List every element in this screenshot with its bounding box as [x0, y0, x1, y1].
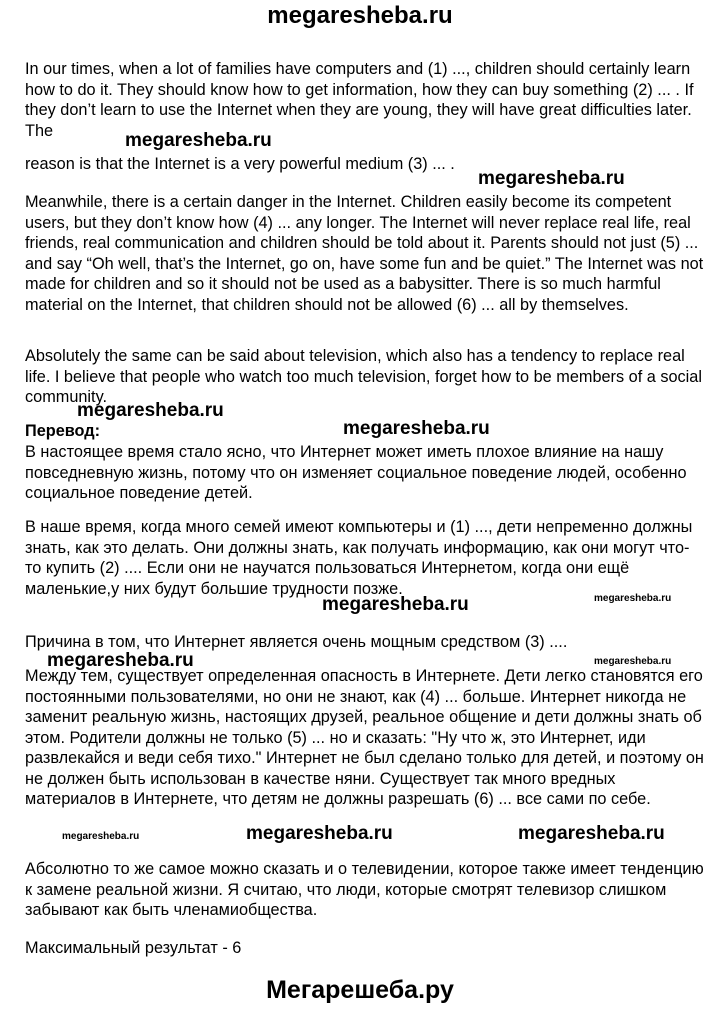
english-paragraph-2: reason is that the Internet is a very powerful medium (3) ... . [25, 155, 455, 173]
translation-paragraph-5: Абсолютно то же самое можно сказать и о телевидении, которое также имеет тенденцию к замене реальной жизни. Я считаю, что люди, которые смотрят телевизор слишком забывают как быть членамиобщества. [25, 860, 704, 919]
translation-paragraph-2: В наше время, когда много семей имеют компьютеры и (1) ..., дети непременно должны знать, как это делать. Они должны знать, как получать информацию, как они могут что-то купить (2) .... Если они не научатся пользоваться Интернетом, когда они ещё маленькие,у них будут большие трудности позже. [25, 518, 693, 598]
site-footer-title: Мегарешеба.ру [266, 976, 454, 1004]
watermark: megaresheba.ru [125, 130, 272, 151]
translation-paragraph-1: В настоящее время стало ясно, что Интернет может иметь плохое влияние на нашу повседневную жизнь, потому что он изменяет социальное поведение людей, особенно социальное поведение детей. [25, 443, 687, 502]
translation-paragraph-4: Между тем, существует определенная опасность в Интернете. Дети легко становятся его постоянными пользователями, но они не знают, как (4) ... больше. Интернет никогда не заменит реальную жизнь, настоящих друзей, реальное общение и дети должны знать об этом. Родители должны не только (5) ... но и сказать: "Ну что ж, это Интернет, иди развлекайся и веди себя тихо." Интернет не был сделано только для детей, и поэтому он не должен быть использован в качестве няни. Существует так много вредных материалов в Интернете, что детям не должны разрешать (6) ... все сами по себе. [25, 667, 704, 808]
translation-label: Перевод: [25, 422, 101, 440]
watermark: megaresheba.ru [62, 831, 140, 842]
english-paragraph-3: Meanwhile, there is a certain danger in the Internet. Children easily become its competent users, but they don’t know how (4) ... any longer. The Internet will never replace real life, real friends, real communication and children should be told about it. Parents should not just (5) ... and say “Oh well, that’s the Internet, go on, have some fun and be quiet.” The Internet was not made for children and so it should not be used as a babysitter. There is so much harmful material on the Internet, that children should not be allowed (6) ... all by themselves. [25, 193, 704, 314]
watermark: megaresheba.ru [322, 594, 469, 615]
watermark: megaresheba.ru [518, 823, 665, 844]
watermark: megaresheba.ru [343, 418, 490, 439]
translation-paragraph-3: Причина в том, что Интернет является очень мощным средством (3) .... [25, 633, 568, 651]
watermark: megaresheba.ru [594, 656, 672, 667]
watermark: megaresheba.ru [47, 650, 194, 671]
watermark: megaresheba.ru [246, 823, 393, 844]
watermark: megaresheba.ru [594, 593, 672, 604]
watermark: megaresheba.ru [77, 400, 224, 421]
english-paragraph-1: In our times, when a lot of families have computers and (1) ..., children should certainly learn how to do it. They should know how to get information, how they can buy something (2) ... . If they don’t learn to use the Internet when they are young, they will have great difficulties later. The [25, 60, 694, 140]
max-result-text: Максимальный результат - 6 [25, 939, 242, 957]
site-header-title: megaresheba.ru [267, 2, 453, 29]
watermark: megaresheba.ru [478, 168, 625, 189]
english-paragraph-4: Absolutely the same can be said about television, which also has a tendency to replace real life. I believe that people who watch too much television, forget how to be members of a social community. [25, 347, 702, 406]
